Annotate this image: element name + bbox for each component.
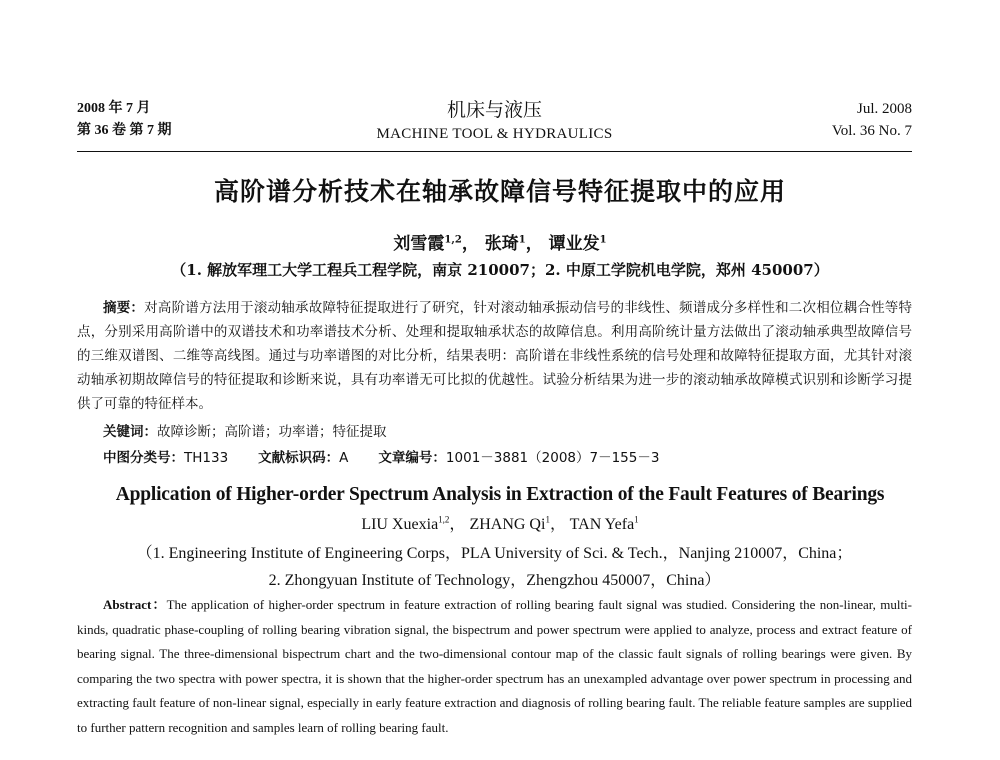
doc-code-label: 文献标识码： (258, 450, 340, 466)
doc-code-value: A (339, 450, 349, 466)
author-cn-affil-mark: 1,2 (444, 234, 462, 246)
author-cn: 刘雪霞 (393, 234, 445, 254)
classification-line (103, 446, 659, 466)
abstract-cn-text: 对高阶谱方法用于滚动轴承故障特征提取进行了研究，针对滚动轴承振动信号的非线性、频谱成分多样性和二次相位耦合性等特点，分别采用高阶谱中的双谱技术和功率谱技术分析、处理和提取轴承状态的故障信息。利用高阶统计量方法做出了滚动轴承典型故障信号的三维双谱图、二维等高线图。通过与功率谱图的对比分析，结果表明：高阶谱在非线性系统的信号处理和故障特征提取方面，尤其针对滚动轴承初期故障信号的特征提取和诊断来说，具有功率谱无可比拟的优越性。试验分析结果为进一步的滚动轴承故障模式识别和诊断学习提供了可靠的特征样本。 (77, 300, 913, 412)
article-number-value: 1001－3881（2008）7－155－3 (445, 450, 660, 466)
affiliation-en (77, 540, 912, 594)
author-separator: ， (461, 234, 479, 254)
affiliation-en-line2: 2. Zhongyuan Institute of Technology，Zhengzhou 450007，China） (268, 572, 721, 589)
article-number-label: 文章编号： (378, 450, 446, 466)
author-cn: 谭业发 (548, 234, 600, 254)
keywords-cn-label: 关键词： (103, 424, 157, 440)
abstract-en (77, 593, 912, 740)
header-journal (77, 98, 912, 144)
journal-name-en: MACHINE TOOL & HYDRAULICS (376, 126, 613, 142)
author-en: TAN Yefa (569, 516, 635, 533)
author-en: ZHANG Qi (469, 516, 546, 533)
author-separator: ， (549, 516, 566, 533)
abstract-en-label: Abstract： (103, 597, 167, 612)
title-en: Application of Higher-order Spectrum Analysis in Extraction of the Fault Features of Bearings (115, 484, 885, 505)
title-cn: 高阶谱分析技术在轴承故障信号特征提取中的应用 (213, 177, 786, 206)
author-cn-affil-mark: 1 (599, 234, 607, 246)
author-separator: ， (449, 516, 466, 533)
header-rule (77, 151, 912, 152)
clc-value: TH133 (184, 450, 229, 466)
clc-label: 中图分类号： (103, 450, 184, 466)
page-header (77, 98, 912, 148)
abstract-en-text: The application of higher-order spectrum in feature extraction of rolling bearing fault signal was studied. Considering the non-linear, multi-kinds, quadratic phase-coupling of rolling bearing vibration signal, the bispectrum and power spectrum were applied to analyze, process and extract feature of bearing signal. The three-dimensional bispectrum chart and the two-dimensional contour map of the classic fault signals of rolling bearings were given. By comparing the two spectra with power spectra, it is shown that the higher-order spectrum has an unexampled advantage over power spectrum in processing and extracting fault feature of non-linear signal, especially in early feature extraction and diagnosis of rolling bearing fault. The reliable feature samples are supplied to further pattern recognition and samples learn of rolling bearing fault. (77, 597, 912, 735)
affiliation-en-line1: （1. Engineering Institute of Engineering Corps，PLA University of Sci. & Tech.，Nanjing 210007，China； (136, 545, 853, 562)
author-cn-affil-mark: 1 (518, 234, 526, 246)
header-date-en: Jul. 2008 (856, 101, 912, 117)
author-en-affil-mark: 1 (634, 514, 639, 525)
header-volume-cn: 第 36 卷 第 7 期 (77, 123, 172, 138)
author-en: LIU Xuexia (361, 516, 439, 533)
keywords-cn (103, 420, 387, 440)
header-right (832, 98, 912, 142)
authors-cn (0, 229, 1000, 254)
author-cn: 张琦 (484, 234, 519, 254)
author-separator: ， (525, 234, 543, 254)
keywords-cn-text: 故障诊断；高阶谱；功率谱；特征提取 (157, 424, 387, 440)
header-date-cn: 2008 年 7 月 (77, 101, 151, 116)
author-en-affil-mark: 1,2 (438, 514, 450, 525)
header-volume-en: Vol. 36 No. 7 (831, 123, 912, 139)
abstract-cn (77, 296, 912, 416)
journal-name-cn: 机床与液压 (446, 100, 542, 121)
abstract-cn-label: 摘要： (103, 300, 145, 316)
affiliation-cn: （1. 解放军理工大学工程兵工程学院，南京 210007；2. 中原工学院机电学院，郑州 450007） (171, 261, 829, 279)
authors-en (0, 511, 1000, 534)
author-en-affil-mark: 1 (545, 514, 550, 525)
